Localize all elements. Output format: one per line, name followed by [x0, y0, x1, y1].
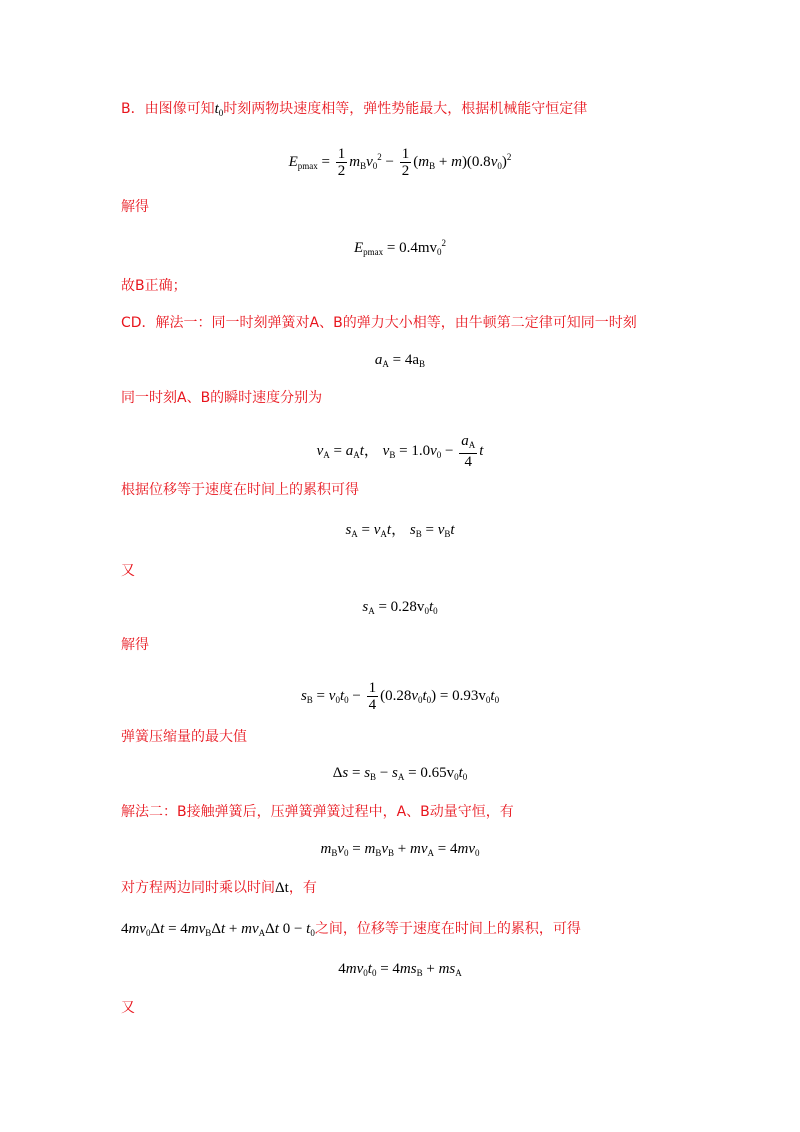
equation-momentum-dt: $4mv_0\Delta t = 4mv_B\Delta t + mv_A\Delta t$ $0 - t_0$: [121, 921, 315, 938]
method-2-line: 解法二：B接触弹簧后，压弹簧弹簧过程中，A、B动量守恒，有: [121, 804, 514, 820]
jiede-1: 解得: [121, 199, 149, 215]
equation-sb: $s_B = v_0t_0$ − $\frac{1}{4}$ $(0.28v_0t_0) = 0.93v_0t_0$: [300, 680, 500, 713]
b-intro-rest: 时刻两物块速度相等，弹性势能最大，根据机械能守恒定律: [223, 101, 588, 117]
equation-ep-max-result: $E_{pmax} = 0.4mv_0^2$: [353, 238, 447, 257]
equation-displacement-momentum: $4mv_0t_0 = 4ms_B + ms_A$: [338, 961, 462, 978]
displacement-intro-line: 根据位移等于速度在时间上的累积可得: [121, 482, 359, 498]
b-intro-text: B．由图像可知: [121, 101, 215, 117]
you-2: 又: [121, 1000, 135, 1016]
b-correct-line: 故B正确；: [121, 278, 187, 294]
equation-acceleration: $a_A = 4a_B$: [374, 352, 426, 369]
b-intro-line: [121, 99, 587, 123]
equation-ep-max: $E_{pmax}$ = $\frac{1}{2}$ $m_Bv_0^2$ − $\frac{1}{2}$ $(m_B + m)(0.8v_0)^2$: [288, 146, 512, 179]
t0-symbol: $t_0$: [214, 101, 224, 118]
equation-sa-value: $s_A = 0.28v_0t_0$: [362, 599, 438, 616]
equation-momentum: $m_Bv_0 = m_Bv_B + mv_A = 4mv_0$: [320, 841, 480, 858]
you-1: 又: [121, 563, 135, 579]
cd-intro-line: CD．解法一：同一时刻弹簧对A、B的弹力大小相等，由牛顿第二定律可知同一时刻: [121, 315, 637, 331]
equation-displacements: $s_A = v_At$， $s_B = v_Bt$: [345, 522, 455, 539]
equation-velocities: $v_A = a_At$， $v_B = 1.0v_0$ − $\frac{a_A}{4}$ t: [316, 433, 484, 470]
equation-delta-s: $\Delta s = s_B - s_A = 0.65v_0t_0$: [332, 765, 468, 782]
max-compression-line: 弹簧压缩量的最大值: [121, 729, 247, 745]
multiply-dt-line: 对方程两边同时乘以时间Δt，有: [121, 880, 317, 896]
same-time-velocity-line: 同一时刻A、B的瞬时速度分别为: [121, 390, 323, 406]
jiede-2: 解得: [121, 637, 149, 653]
delta-t-symbol: Δt: [275, 880, 289, 896]
between-line: $4mv_0\Delta t = 4mv_B\Delta t + mv_A\Delta t$ $0 - t_0$之间，位移等于速度在时间上的累积，可得: [121, 921, 581, 938]
